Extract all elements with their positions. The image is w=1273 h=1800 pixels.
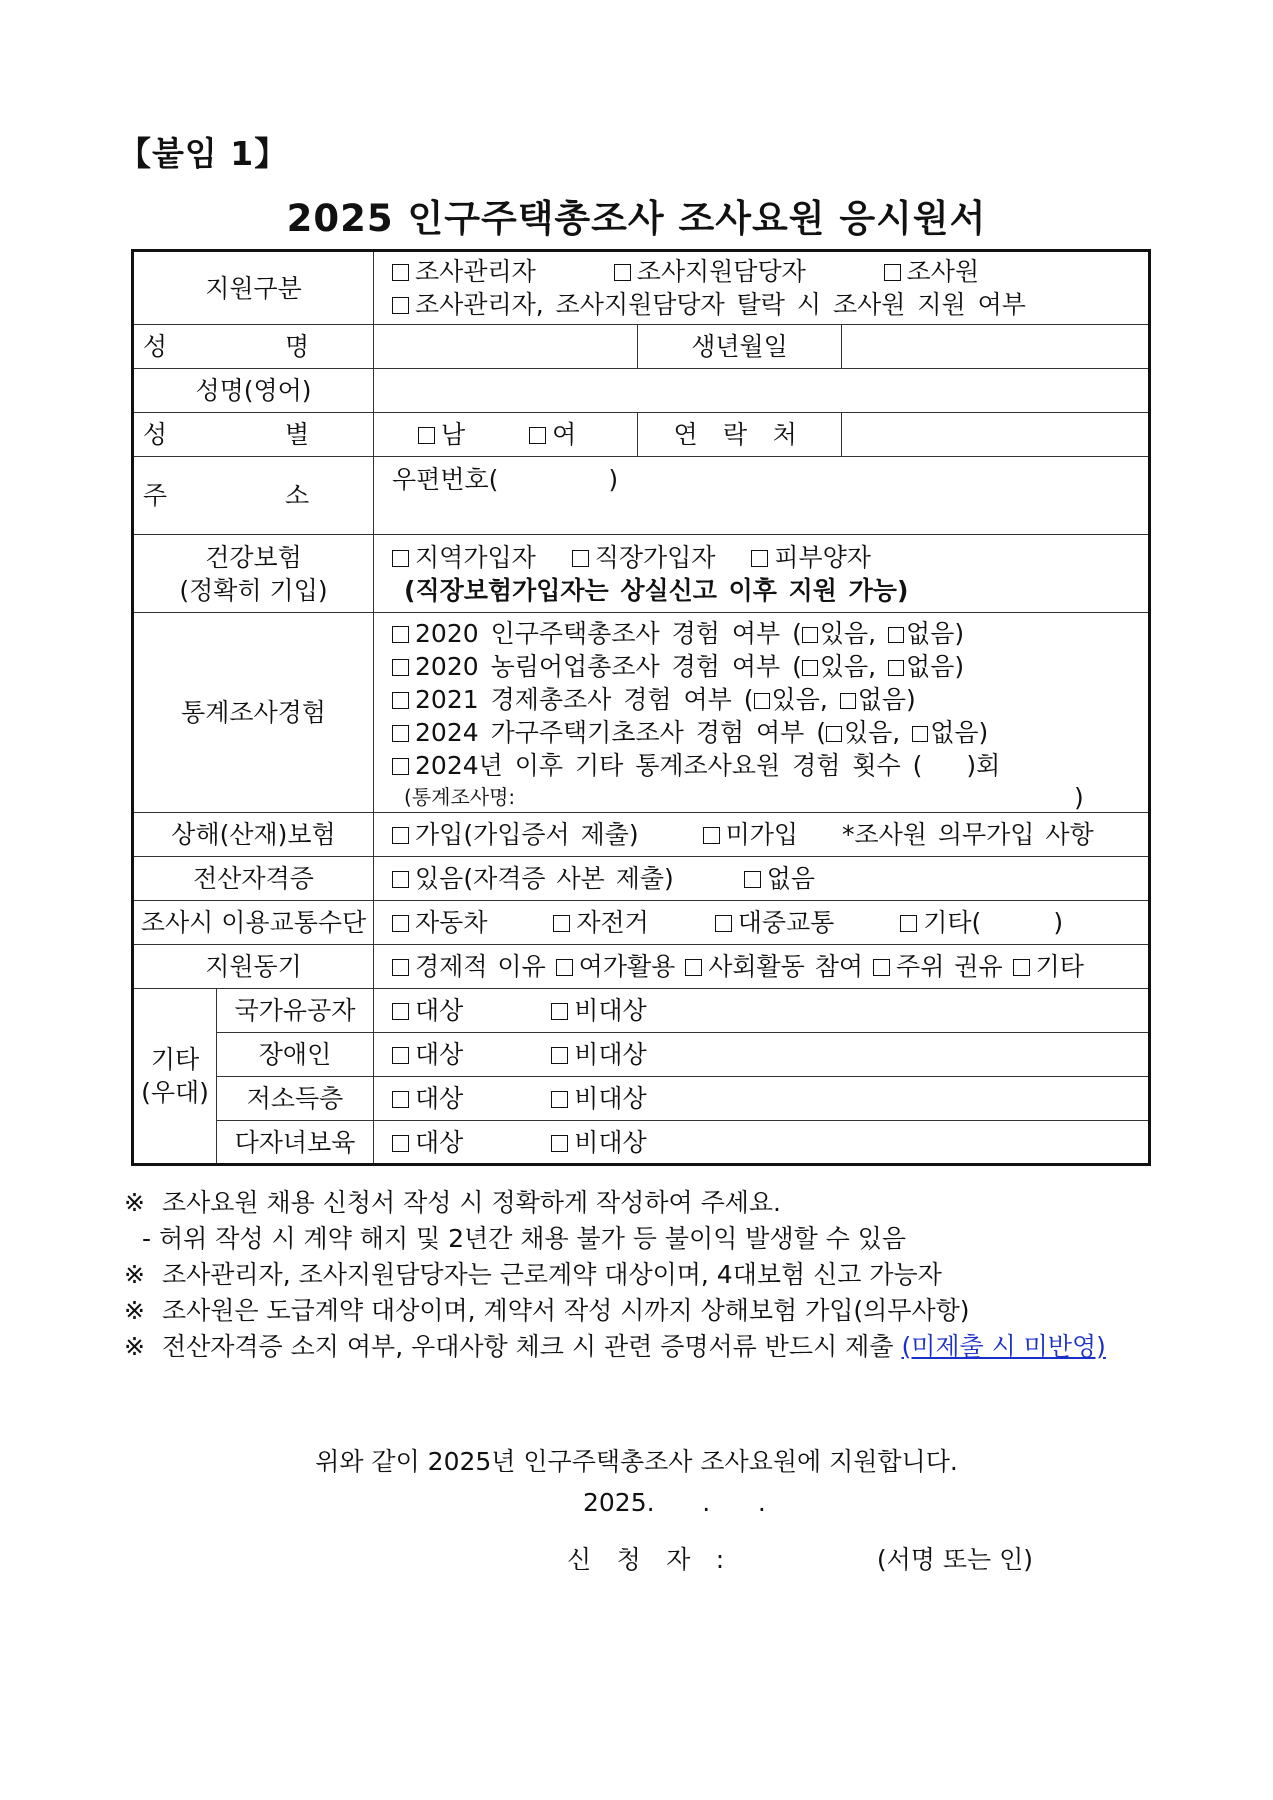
gender-female-checkbox[interactable]	[529, 427, 546, 444]
survey-exp-no-checkbox[interactable]	[912, 726, 928, 742]
applicant-signature-line	[567, 1540, 1033, 1576]
name-english-field[interactable]	[374, 369, 1150, 413]
transport-public-checkbox[interactable]	[715, 915, 732, 932]
note-item: ※ 전산자격증 소지 여부, 우대사항 체크 시 관련 증명서류 반드시 제출 (미제출 시 미반영)	[124, 1332, 1106, 1361]
health-insurance-note: (직장보험가입자는 상실신고 이후 지원 가능)	[404, 575, 909, 605]
row-preference-multi-child	[133, 1121, 1150, 1165]
veteran-nontarget-checkbox[interactable]	[551, 1003, 568, 1020]
survey-exp-yes-checkbox[interactable]	[802, 627, 818, 643]
apply-type-cell	[374, 251, 1150, 325]
disability-target-checkbox[interactable]	[392, 1047, 409, 1064]
survey-exp-2020-agri-checkbox[interactable]	[392, 659, 409, 676]
survey-exp-2024-household-checkbox[interactable]	[392, 725, 409, 742]
motivation-recommend-checkbox[interactable]	[873, 959, 890, 976]
survey-exp-no-checkbox[interactable]	[888, 660, 904, 676]
gender-male-label: 남	[441, 420, 466, 449]
gender-male-checkbox[interactable]	[418, 427, 435, 444]
motivation-social-checkbox[interactable]	[685, 959, 702, 976]
note-item: ※ 조사요원 채용 신청서 작성 시 정확하게 작성하여 주세요.	[124, 1188, 781, 1217]
name-field[interactable]	[374, 325, 638, 369]
apply-surveyor-label: 조사원	[906, 257, 980, 286]
accident-uninsured-checkbox[interactable]	[703, 827, 720, 844]
survey-exp-count-checkbox[interactable]	[392, 758, 409, 775]
apply-fallback-checkbox[interactable]	[392, 297, 409, 314]
apply-fallback-label: 조사관리자, 조사지원담당자 탈락 시 조사원 지원 여부	[415, 290, 1026, 319]
apply-manager-label: 조사관리자	[415, 257, 536, 286]
application-form-table	[131, 249, 1151, 1166]
address-field[interactable]: 우편번호( )	[374, 457, 1150, 535]
preference-veteran-cell: 대상 비대상	[374, 989, 1150, 1033]
contact-field[interactable]	[842, 413, 1150, 457]
gender-female-label: 여	[552, 420, 577, 449]
applicant-label: 신 청 자 :	[567, 1545, 733, 1574]
survey-exp-yes-checkbox[interactable]	[754, 693, 770, 709]
apply-manager-checkbox[interactable]	[392, 264, 409, 281]
name-english-label: 성명(영어)	[133, 369, 374, 413]
health-insurance-label: 건강보험 (정확히 기입)	[133, 535, 374, 613]
accident-insurance-cell: 가입(가입증서 제출) 미가입 *조사원 의무가입 사항	[374, 813, 1150, 857]
multi-child-target-checkbox[interactable]	[392, 1135, 409, 1152]
row-apply-type	[133, 251, 1150, 325]
birth-date-field[interactable]	[842, 325, 1150, 369]
page-title: 2025 인구주택총조사 조사요원 응시원서	[286, 197, 987, 240]
preference-low-income-label: 저소득층	[217, 1077, 374, 1121]
transport-bicycle-checkbox[interactable]	[553, 915, 570, 932]
row-accident-insurance	[133, 813, 1150, 857]
row-name	[133, 325, 1150, 369]
transportation-label: 조사시 이용교통수단	[133, 901, 374, 945]
preference-veteran-label: 국가유공자	[217, 989, 374, 1033]
health-employee-checkbox[interactable]	[572, 550, 589, 567]
row-preference-low-income	[133, 1077, 1150, 1121]
motivation-leisure-checkbox[interactable]	[556, 959, 573, 976]
attachment-label: 【붙임 1】	[118, 134, 289, 173]
name-label: 성 명	[133, 325, 374, 369]
motivation-cell: 경제적 이유 여가활용 사회활동 참여 주위 권유 기타	[374, 945, 1150, 989]
row-survey-experience	[133, 613, 1150, 813]
not-submitted-link[interactable]: (미제출 시 미반영)	[901, 1332, 1106, 1361]
signature-label: (서명 또는 인)	[876, 1545, 1034, 1574]
motivation-label: 지원동기	[133, 945, 374, 989]
survey-exp-yes-checkbox[interactable]	[802, 660, 818, 676]
it-cert-no-checkbox[interactable]	[744, 871, 761, 888]
motivation-other-checkbox[interactable]	[1013, 959, 1030, 976]
declaration-statement: 위와 같이 2025년 인구주택총조사 조사요원에 지원합니다.	[315, 1447, 958, 1476]
it-certificate-label: 전산자격증	[133, 857, 374, 901]
postal-code-label: 우편번호(	[392, 465, 499, 494]
gender-cell	[374, 413, 638, 457]
it-certificate-cell: 있음(자격증 사본 제출) 없음	[374, 857, 1150, 901]
survey-exp-no-checkbox[interactable]	[840, 693, 856, 709]
transportation-cell: 자동차 자전거 대중교통 기타( )	[374, 901, 1150, 945]
survey-experience-label: 통계조사경험	[133, 613, 374, 813]
survey-name-line: (통계조사명: )	[404, 783, 1084, 812]
row-preference-veteran	[133, 989, 1150, 1033]
transport-car-checkbox[interactable]	[392, 915, 409, 932]
accident-insurance-label: 상해(산재)보험	[133, 813, 374, 857]
survey-exp-no-checkbox[interactable]	[888, 627, 904, 643]
row-gender	[133, 413, 1150, 457]
health-dependent-checkbox[interactable]	[751, 550, 768, 567]
apply-type-label: 지원구분	[133, 251, 374, 325]
preference-label: 기타 (우대)	[133, 989, 217, 1165]
survey-exp-item: 2024 가구주택기초조사 경험 여부 ( 있음, 없음)	[392, 716, 1140, 749]
survey-exp-item: 2020 농림어업총조사 경험 여부 ( 있음, 없음)	[392, 650, 1140, 683]
motivation-economic-checkbox[interactable]	[392, 959, 409, 976]
preference-multi-child-cell: 대상 비대상	[374, 1121, 1150, 1165]
preference-disability-label: 장애인	[217, 1033, 374, 1077]
transport-other-checkbox[interactable]	[900, 915, 917, 932]
gender-label: 성 별	[133, 413, 374, 457]
survey-exp-yes-checkbox[interactable]	[826, 726, 842, 742]
row-it-certificate	[133, 857, 1150, 901]
preference-multi-child-label: 다자녀보육	[217, 1121, 374, 1165]
preference-disability-cell: 대상 비대상	[374, 1033, 1150, 1077]
row-motivation	[133, 945, 1150, 989]
survey-exp-2021-economic-checkbox[interactable]	[392, 692, 409, 709]
row-transportation	[133, 901, 1150, 945]
row-health-insurance	[133, 535, 1150, 613]
accident-insured-checkbox[interactable]	[392, 827, 409, 844]
note-item: ※ 조사관리자, 조사지원담당자는 근로계약 대상이며, 4대보험 신고 가능자	[124, 1260, 942, 1289]
it-cert-yes-checkbox[interactable]	[392, 871, 409, 888]
note-item: ※ 조사원은 도급계약 대상이며, 계약서 작성 시까지 상해보험 가입(의무사항)	[124, 1296, 970, 1325]
declaration-date: 2025. . .	[583, 1488, 766, 1517]
row-name-english	[133, 369, 1150, 413]
multi-child-nontarget-checkbox[interactable]	[551, 1135, 568, 1152]
health-insurance-cell: 지역가입자 직장가입자 피부양자 (직장보험가입자는 상실신고 이후 지원 가능)	[374, 535, 1150, 613]
low-income-target-checkbox[interactable]	[392, 1091, 409, 1108]
notes-section	[124, 1185, 1106, 1365]
row-preference-disability	[133, 1033, 1150, 1077]
row-address	[133, 457, 1150, 535]
disability-nontarget-checkbox[interactable]	[551, 1047, 568, 1064]
accident-insurance-note: *조사원 의무가입 사항	[841, 820, 1094, 849]
apply-surveyor-checkbox[interactable]	[884, 264, 901, 281]
survey-exp-item: 2020 인구주택총조사 경험 여부 ( 있음, 없음)	[392, 617, 1140, 650]
birth-date-label: 생년월일	[638, 325, 842, 369]
preference-low-income-cell: 대상 비대상	[374, 1077, 1150, 1121]
health-regional-checkbox[interactable]	[392, 550, 409, 567]
apply-support-label: 조사지원담당자	[636, 257, 806, 286]
survey-exp-2020-census-checkbox[interactable]	[392, 626, 409, 643]
apply-support-checkbox[interactable]	[614, 264, 631, 281]
survey-name-label: (통계조사명:	[404, 785, 516, 809]
veteran-target-checkbox[interactable]	[392, 1003, 409, 1020]
address-label: 주 소	[133, 457, 374, 535]
note-subitem: - 허위 작성 시 계약 해지 및 2년간 채용 불가 등 불이익 발생할 수 있음	[142, 1224, 907, 1253]
survey-experience-cell	[374, 613, 1150, 813]
contact-label: 연 락 처	[638, 413, 842, 457]
survey-exp-item: 2021 경제총조사 경험 여부 ( 있음, 없음)	[392, 683, 1140, 716]
low-income-nontarget-checkbox[interactable]	[551, 1091, 568, 1108]
survey-exp-count: 2024년 이후 기타 통계조사요원 경험 횟수 ( )회	[392, 749, 1140, 782]
